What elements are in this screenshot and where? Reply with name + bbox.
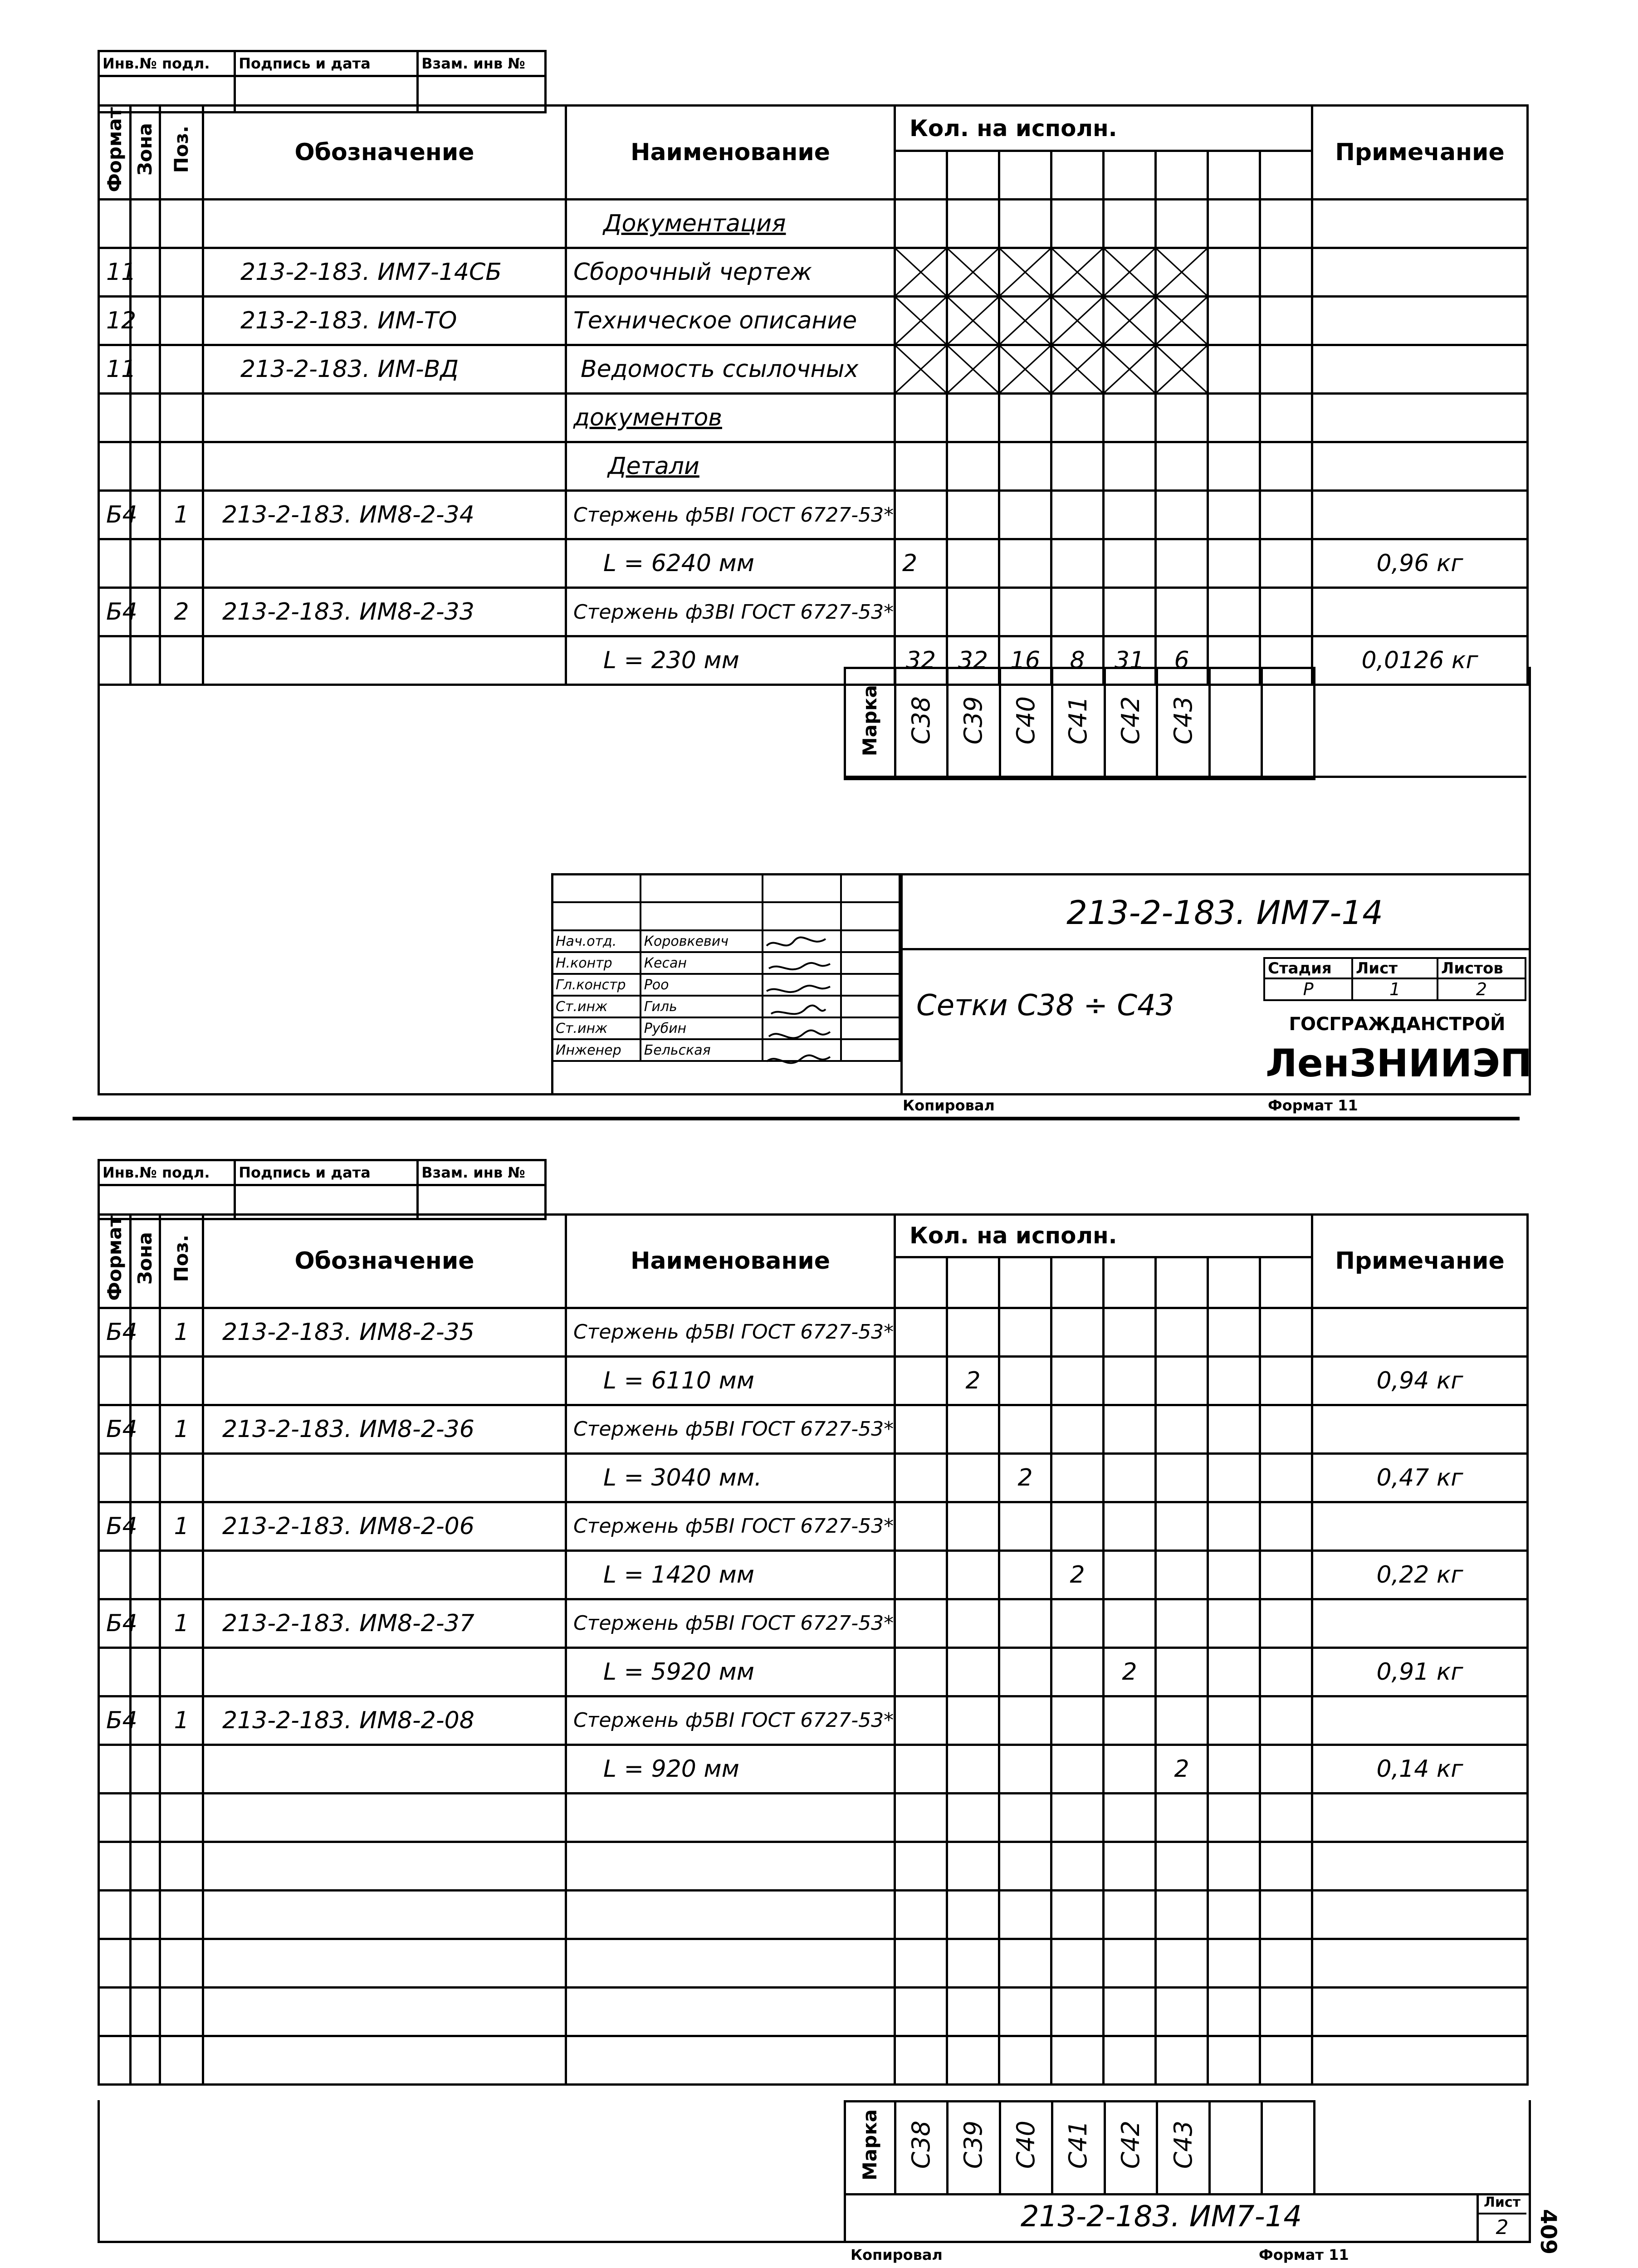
table-row: Б4 1 213-2-183. ИМ8-2-08 Стержень ф5ВI ГОСТ 6727-53* bbox=[99, 1696, 1528, 1745]
table-row bbox=[99, 2036, 1528, 2084]
table-row: документов bbox=[99, 394, 1528, 442]
sheet-label: Лист bbox=[1352, 958, 1438, 978]
format-label: Формат 11 bbox=[1268, 1097, 1358, 1114]
col-qty-header: Кол. на исполн. bbox=[895, 1215, 1312, 1257]
table-row: L = 230 мм 32 32 16 8 31 6 0,0126 кг bbox=[99, 636, 1528, 685]
col-pos-header: Поз. bbox=[160, 1215, 203, 1308]
inv-no-label: Инв.№ подл. bbox=[99, 51, 235, 76]
cross-mark bbox=[1104, 248, 1156, 297]
sheet-1 bbox=[0, 0, 1638, 1116]
sheet2-marka-row bbox=[844, 2100, 1315, 2195]
col-pos-header: Поз. bbox=[160, 106, 203, 200]
cross-mark bbox=[895, 248, 947, 297]
table-row bbox=[99, 1793, 1528, 1842]
cross-mark bbox=[895, 297, 947, 345]
cross-mark bbox=[947, 248, 999, 297]
cross-mark bbox=[1104, 297, 1156, 345]
sheet2-spec-table bbox=[98, 1213, 1529, 2086]
mark-c41: С41 bbox=[1052, 668, 1105, 779]
sheet1-marka-row bbox=[844, 667, 1315, 780]
mark-c39: С39 bbox=[948, 2102, 1000, 2195]
table-row: Б4 1 213-2-183. ИМ8-2-34 Стержень ф5ВI ГОСТ 6727-53* bbox=[99, 491, 1528, 539]
cross-mark bbox=[999, 297, 1051, 345]
table-row: Б4 1 213-2-183. ИМ8-2-06 Стержень ф5ВI ГОСТ 6727-53* bbox=[99, 1502, 1528, 1550]
sheet1-top-strip bbox=[98, 50, 547, 113]
page-separator bbox=[73, 1117, 1520, 1120]
replace-inv-label: Взам. инв № bbox=[418, 1160, 546, 1185]
cross-mark bbox=[1051, 297, 1104, 345]
col-zone-header: Зона bbox=[131, 106, 160, 200]
table-row: Детали bbox=[99, 442, 1528, 491]
mark-c40: С40 bbox=[1000, 2102, 1052, 2195]
col-designation-header: Обозначение bbox=[203, 1215, 566, 1308]
table-row: L = 6240 мм 2 0,96 кг bbox=[99, 539, 1528, 588]
table-row: L = 5920 мм 2 0,91 кг bbox=[99, 1647, 1528, 1696]
signature-date-label: Подпись и дата bbox=[235, 51, 418, 76]
sheet-number-value: 2 bbox=[1496, 2216, 1509, 2239]
cross-mark bbox=[1156, 345, 1208, 394]
stage-sheet-table bbox=[1263, 957, 1526, 1001]
table-row bbox=[99, 1842, 1528, 1890]
sheet1-spec-table bbox=[98, 104, 1529, 686]
stage-label: Стадия bbox=[1264, 958, 1352, 978]
table-row: 11 213-2-183. ИМ-ВД Ведомость ссылочных bbox=[99, 345, 1528, 394]
col-format-header: Формат bbox=[99, 106, 131, 200]
cross-mark bbox=[1051, 345, 1104, 394]
replace-inv-label: Взам. инв № bbox=[418, 51, 546, 76]
table-row: L = 3040 мм. 2 0,47 кг bbox=[99, 1453, 1528, 1502]
doc-number: 213-2-183. ИМ7-14 bbox=[1066, 894, 1383, 932]
table-row: L = 1420 мм 2 0,22 кг bbox=[99, 1550, 1528, 1599]
col-designation-header: Обозначение bbox=[203, 106, 566, 200]
col-qty-header: Кол. на исполн. bbox=[895, 106, 1312, 151]
cross-mark bbox=[999, 345, 1051, 394]
mark-c42: С42 bbox=[1105, 668, 1157, 779]
sheet-2 bbox=[0, 1152, 1638, 2268]
table-row: Документация bbox=[99, 200, 1528, 248]
col-name-header: Наименование bbox=[566, 1215, 895, 1308]
page-number: 409 bbox=[1535, 2209, 1561, 2255]
signature-date-label: Подпись и дата bbox=[235, 1160, 418, 1185]
col-name-header: Наименование bbox=[566, 106, 895, 200]
org-name-1: ГОСГРАЖДАНСТРОЙ bbox=[1289, 1014, 1506, 1035]
divider bbox=[844, 776, 1526, 778]
sheet2-top-strip bbox=[98, 1159, 547, 1220]
mark-c41: С41 bbox=[1052, 2102, 1105, 2195]
doc-number: 213-2-183. ИМ7-14 bbox=[1020, 2200, 1302, 2234]
title-block-signatures: Нач.отд. Коровкевич Н.контр Кесан Гл.констр Роо Ст.инж Гиль Ст.инж Рубин Инженер Бельская bbox=[551, 873, 900, 1062]
stage-value: Р bbox=[1264, 978, 1352, 1000]
copied-label: Копировал bbox=[903, 1097, 995, 1114]
mark-c40: С40 bbox=[1000, 668, 1052, 779]
table-row: 11 213-2-183. ИМ7-14СБ Сборочный чертеж bbox=[99, 248, 1528, 297]
mark-c39: С39 bbox=[948, 668, 1000, 779]
cross-mark bbox=[1156, 297, 1208, 345]
mark-c38: С38 bbox=[895, 668, 948, 779]
sheets-label: Листов bbox=[1438, 958, 1526, 978]
table-row: L = 6110 мм 2 0,94 кг bbox=[99, 1356, 1528, 1405]
copied-label: Копировал bbox=[851, 2246, 943, 2263]
table-row: Б4 1 213-2-183. ИМ8-2-37 Стержень ф5ВI ГОСТ 6727-53* bbox=[99, 1599, 1528, 1647]
inv-no-label: Инв.№ подл. bbox=[99, 1160, 235, 1185]
table-row: Б4 2 213-2-183. ИМ8-2-33 Стержень ф3ВI ГОСТ 6727-53* bbox=[99, 588, 1528, 636]
mark-c43: С43 bbox=[1157, 668, 1210, 779]
cross-mark bbox=[947, 345, 999, 394]
marka-label: Марка bbox=[845, 668, 895, 779]
table-row bbox=[99, 1939, 1528, 1987]
cross-mark bbox=[895, 345, 947, 394]
format-label: Формат 11 bbox=[1259, 2246, 1349, 2263]
cross-mark bbox=[947, 297, 999, 345]
table-row: 12 213-2-183. ИМ-ТО Техническое описание bbox=[99, 297, 1528, 345]
sheets-value: 2 bbox=[1438, 978, 1526, 1000]
col-note-header: Примечание bbox=[1312, 1215, 1528, 1308]
cross-mark bbox=[1156, 248, 1208, 297]
mark-c38: С38 bbox=[895, 2102, 948, 2195]
sheet-value: 1 bbox=[1352, 978, 1438, 1000]
mark-c43: С43 bbox=[1157, 2102, 1210, 2195]
col-format-header: Формат bbox=[99, 1215, 131, 1308]
cross-mark bbox=[1104, 345, 1156, 394]
drawing-title: Сетки С38 ÷ С43 bbox=[916, 989, 1174, 1022]
marka-label: Марка bbox=[845, 2102, 895, 2195]
table-row bbox=[99, 1987, 1528, 2036]
col-note-header: Примечание bbox=[1312, 106, 1528, 200]
table-row: Б4 1 213-2-183. ИМ8-2-36 Стержень ф5ВI ГОСТ 6727-53* bbox=[99, 1405, 1528, 1453]
sheet-number-label: Лист bbox=[1478, 2195, 1526, 2214]
table-row bbox=[99, 1890, 1528, 1939]
col-zone-header: Зона bbox=[131, 1215, 160, 1308]
mark-c42: С42 bbox=[1105, 2102, 1157, 2195]
cross-mark bbox=[999, 248, 1051, 297]
org-name-2: ЛенЗНИИЭП bbox=[1266, 1041, 1532, 1085]
signatures-icon bbox=[762, 934, 835, 1084]
cross-mark bbox=[1051, 248, 1104, 297]
table-row: L = 920 мм 2 0,14 кг bbox=[99, 1745, 1528, 1793]
table-row: Б4 1 213-2-183. ИМ8-2-35 Стержень ф5ВI ГОСТ 6727-53* bbox=[99, 1308, 1528, 1356]
